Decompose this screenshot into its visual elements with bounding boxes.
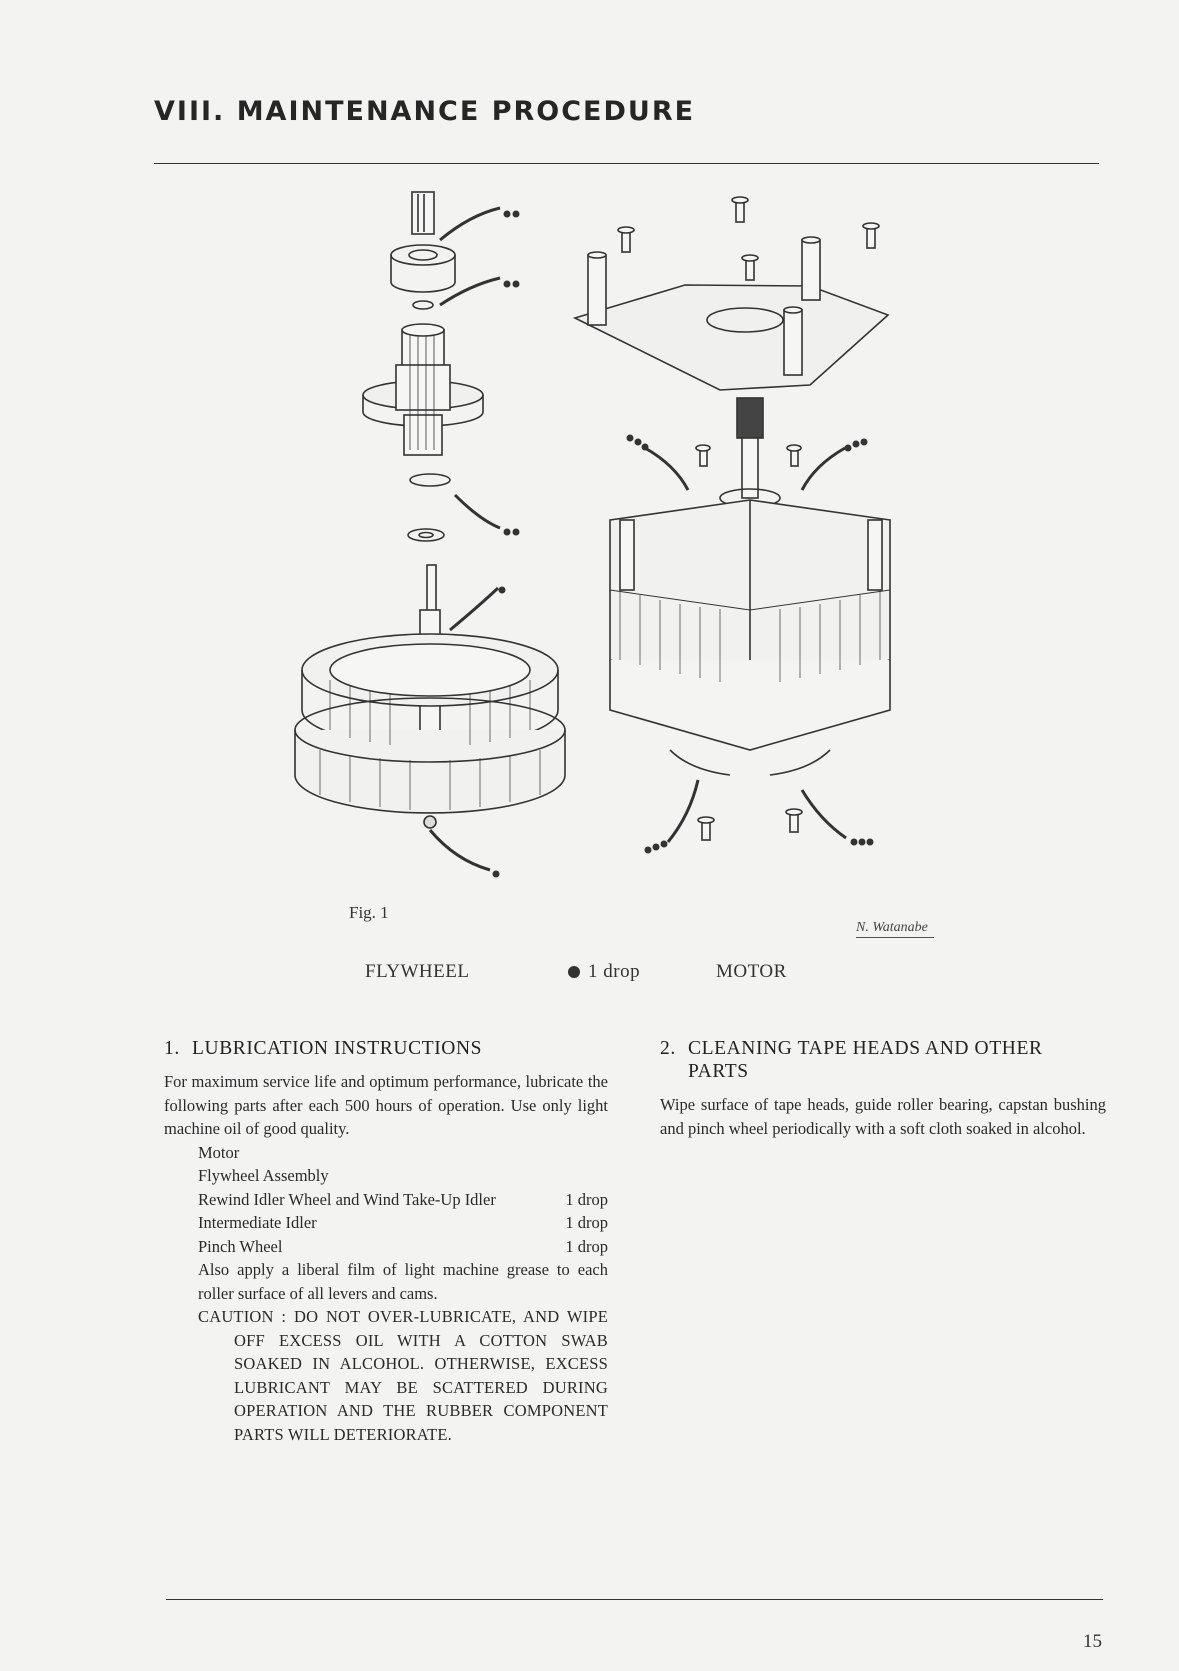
bottom-rule: [166, 1599, 1103, 1600]
cleaning-body: Wipe surface of tape heads, guide roller bearing, capstan bushing and pinch wheel periodically with a soft cloth soaked in alcohol.: [660, 1095, 1106, 1138]
list-item: Pinch Wheel 1 drop: [198, 1236, 608, 1256]
section-number: 1.: [164, 1038, 180, 1059]
section-title: CLEANING TAPE HEADS AND OTHER PARTS: [688, 1038, 1043, 1082]
figure-label: Fig. 1: [349, 903, 389, 922]
flywheel-motor-illustration: [290, 190, 970, 950]
exploded-view-figure: [290, 190, 970, 950]
list-item: Intermediate Idler 1 drop: [198, 1213, 608, 1232]
motor-mounting-plate-icon: [575, 285, 888, 390]
illustrator-signature: N. Watanabe: [856, 920, 934, 938]
page-title: VIII. MAINTENANCE PROCEDURE: [154, 96, 696, 127]
top-rule: [154, 163, 1099, 164]
grease-note: Also apply a liberal film of light machine grease to each roller surface of all levers and cams.: [198, 1260, 608, 1303]
flywheel-bushing-icon: [412, 192, 434, 234]
caption-legend: [568, 961, 640, 983]
flywheel-collar-icon: [391, 245, 455, 265]
lubrication-parts-list: [164, 1141, 608, 1259]
section-heading: [660, 1037, 1106, 1083]
page-number: 15: [1083, 1631, 1102, 1652]
section-heading: [164, 1037, 608, 1060]
list-item: Rewind Idler Wheel and Wind Take-Up Idler 1 drop: [198, 1189, 608, 1209]
list-item: Motor: [198, 1142, 240, 1162]
lubrication-intro: For maximum service life and optimum performance, lubricate the following parts after each 500 hours of operation. Use only light machine oil of good quality.: [164, 1072, 608, 1138]
caption-motor: MOTOR: [716, 961, 787, 982]
legend-label: 1 drop: [588, 961, 641, 982]
section-title: LUBRICATION INSTRUCTIONS: [192, 1038, 483, 1059]
list-item: Flywheel Assembly: [198, 1166, 329, 1185]
caution-note: CAUTION : DO NOT OVER-LUBRICATE, AND WIPE OFF EXCESS OIL WITH A COTTON SWAB SOAKED IN ALCOHOL. OTHERWISE, EXCESS LUBRICANT MAY BE SCATTERED DURING OPERATION AND THE RUBBER COMPONENT PARTS WILL DETERIORATE.: [198, 1307, 608, 1444]
section-cleaning: [660, 1037, 1106, 1140]
section-number: 2.: [660, 1038, 676, 1059]
section-lubrication: [164, 1037, 608, 1446]
oil-drop-icon: [568, 966, 580, 978]
caption-flywheel: FLYWHEEL: [365, 961, 470, 982]
motor-pulley-icon: [737, 398, 763, 438]
